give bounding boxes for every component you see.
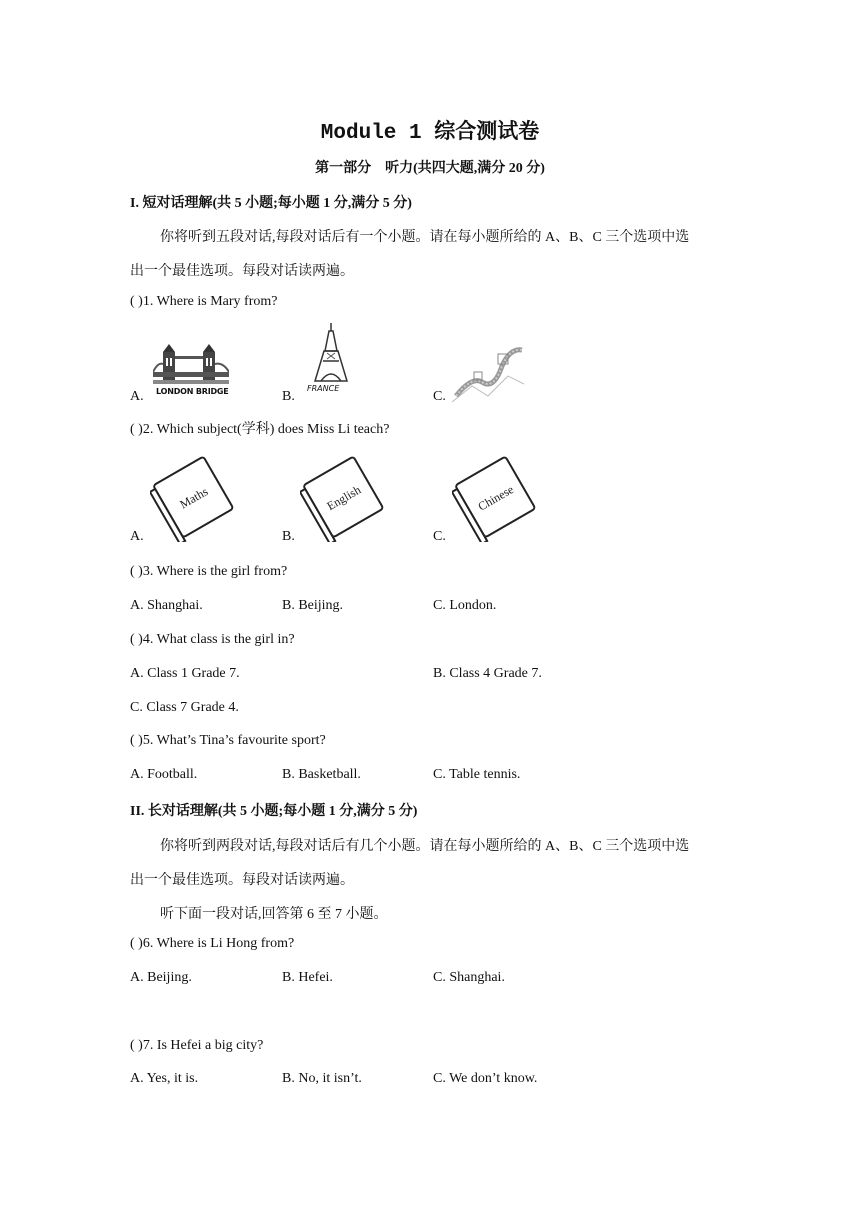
eiffel-tower-caption: FRANCE bbox=[307, 384, 340, 393]
section-2-instruction-line-1: 你将听到两段对话,每段对话后有几个小题。请在每小题所给的 A、B、C 三个选项中选 bbox=[160, 839, 690, 854]
english-book-image bbox=[300, 450, 390, 542]
section-2-instruction-line-2: 出一个最佳选项。每段对话读两遍。 bbox=[130, 873, 354, 888]
question-1-stem: ( )1. Where is Mary from? bbox=[130, 294, 278, 309]
option-7a: A. Yes, it is. bbox=[130, 1071, 199, 1086]
london-bridge-image bbox=[153, 342, 229, 400]
option-6a: A. Beijing. bbox=[130, 970, 192, 985]
option-2b: B. bbox=[282, 529, 295, 544]
question-6-stem: ( )6. Where is Li Hong from? bbox=[130, 936, 295, 951]
question-4-stem: ( )4. What class is the girl in? bbox=[130, 632, 295, 647]
eiffel-tower-image bbox=[303, 323, 359, 391]
section-1-instruction-line-2: 出一个最佳选项。每段对话读两遍。 bbox=[130, 264, 354, 279]
option-1a: A. bbox=[130, 389, 144, 404]
option-1b: B. bbox=[282, 389, 295, 404]
option-6b: B. Hefei. bbox=[282, 970, 333, 985]
option-2c: C. bbox=[433, 529, 446, 544]
option-3c: C. London. bbox=[433, 598, 497, 613]
section-1-heading: I. 短对话理解(共 5 小题;每小题 1 分,满分 5 分) bbox=[130, 196, 412, 211]
maths-book-label: Maths bbox=[177, 484, 211, 512]
chinese-book-label: Chinese bbox=[475, 482, 517, 514]
chinese-book-image bbox=[452, 450, 542, 542]
section-2-instruction-line-3: 听下面一段对话,回答第 6 至 7 小题。 bbox=[160, 907, 388, 922]
question-5-stem: ( )5. What’s Tina’s favourite sport? bbox=[130, 733, 326, 748]
option-5a: A. Football. bbox=[130, 767, 198, 782]
section-2-heading: II. 长对话理解(共 5 小题;每小题 1 分,满分 5 分) bbox=[130, 804, 418, 819]
question-3-stem: ( )3. Where is the girl from? bbox=[130, 564, 288, 579]
option-2a: A. bbox=[130, 529, 144, 544]
option-7c: C. We don’t know. bbox=[433, 1071, 538, 1086]
english-book-label: English bbox=[324, 482, 364, 514]
section-1-instruction-line-1: 你将听到五段对话,每段对话后有一个小题。请在每小题所给的 A、B、C 三个选项中选 bbox=[160, 230, 690, 245]
page-title: Module 1 综合测试卷 bbox=[320, 122, 540, 145]
great-wall-image bbox=[452, 336, 524, 402]
option-4b: B. Class 4 Grade 7. bbox=[433, 666, 542, 681]
option-5c: C. Table tennis. bbox=[433, 767, 521, 782]
option-4a: A. Class 1 Grade 7. bbox=[130, 666, 240, 681]
option-1c: C. bbox=[433, 389, 446, 404]
option-3b: B. Beijing. bbox=[282, 598, 344, 613]
option-6c: C. Shanghai. bbox=[433, 970, 505, 985]
london-bridge-caption: LONDON BRIDGE bbox=[156, 387, 229, 396]
option-3a: A. Shanghai. bbox=[130, 598, 203, 613]
question-2-stem: ( )2. Which subject(学科) does Miss Li teach? bbox=[130, 422, 390, 437]
part-subtitle: 第一部分 听力(共四大题,满分 20 分) bbox=[315, 161, 545, 176]
option-5b: B. Basketball. bbox=[282, 767, 361, 782]
question-7-stem: ( )7. Is Hefei a big city? bbox=[130, 1038, 264, 1053]
maths-book-image bbox=[150, 450, 240, 542]
option-4c: C. Class 7 Grade 4. bbox=[130, 700, 239, 715]
option-7b: B. No, it isn’t. bbox=[282, 1071, 362, 1086]
